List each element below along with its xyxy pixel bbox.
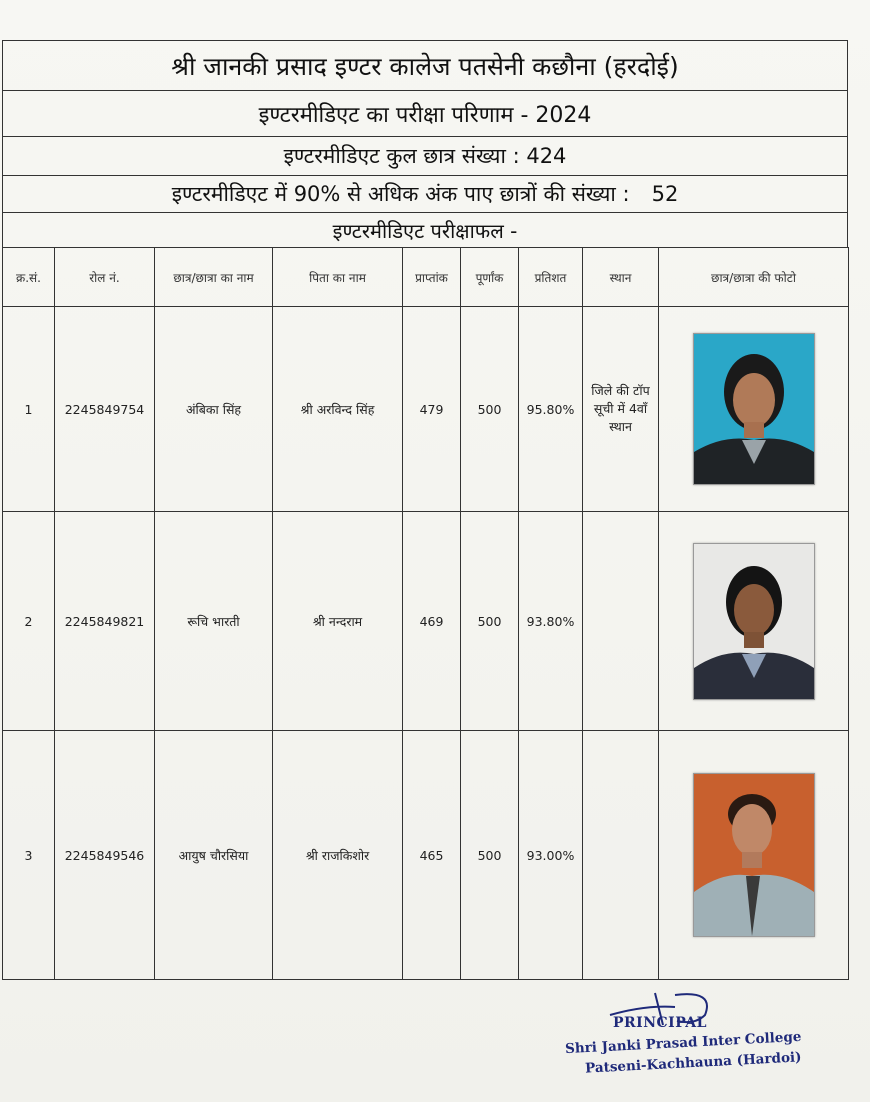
cell-father: श्री नन्दराम xyxy=(273,512,403,731)
total-students xyxy=(2,136,848,175)
col-header-percent: प्रतिशत xyxy=(519,248,583,307)
college-name xyxy=(2,40,848,90)
col-header-father: पिता का नाम xyxy=(273,248,403,307)
above-90-value: 52 xyxy=(651,182,679,206)
table-row xyxy=(3,731,849,980)
cell-sno: 3 xyxy=(3,731,55,980)
cell-father: श्री राजकिशोर xyxy=(273,731,403,980)
cell-rank: जिले की टॉप सूची में 4वाँ स्थान xyxy=(583,307,659,512)
table-header-row xyxy=(3,248,849,307)
cell-max: 500 xyxy=(461,307,519,512)
col-header-photo: छात्र/छात्रा की फोटो xyxy=(659,248,849,307)
cell-obtained: 479 xyxy=(403,307,461,512)
principal-signature-block xyxy=(555,985,802,1085)
cell-sno: 2 xyxy=(3,512,55,731)
cell-rank xyxy=(583,731,659,980)
col-header-roll: रोल नं. xyxy=(55,248,155,307)
place-stamp-line: Patseni-Kachhauna (Hardoi) xyxy=(584,1049,802,1077)
cell-obtained: 469 xyxy=(403,512,461,731)
cell-photo xyxy=(659,307,849,512)
student-photo-image xyxy=(694,544,814,699)
school-stamp-line: Shri Janki Prasad Inter College xyxy=(564,1028,802,1058)
principal-title: PRINCIPAL xyxy=(613,1015,707,1031)
col-header-obtained: प्राप्तांक xyxy=(403,248,461,307)
above-90-count xyxy=(2,175,848,212)
cell-max: 500 xyxy=(461,731,519,980)
above-90-label: इण्टरमीडिएट में 90% से अधिक अंक पाए छात्रों की संख्या : xyxy=(171,182,630,206)
college-name-text: श्री जानकी प्रसाद इण्टर कालेज पतसेनी कछौना (हरदोई) xyxy=(171,51,679,81)
col-header-max: पूर्णांक xyxy=(461,248,519,307)
results-table xyxy=(2,247,849,980)
cell-roll: 2245849821 xyxy=(55,512,155,731)
table-row xyxy=(3,307,849,512)
col-header-rank: स्थान xyxy=(583,248,659,307)
cell-rank xyxy=(583,512,659,731)
total-students-text: इण्टरमीडिएट कुल छात्र संख्या : 424 xyxy=(283,144,567,168)
section-title-text: इण्टरमीडिएट परीक्षाफल - xyxy=(332,218,518,243)
cell-percent: 93.00% xyxy=(519,731,583,980)
cell-name: अंबिका सिंह xyxy=(155,307,273,512)
section-title xyxy=(2,212,848,247)
cell-obtained: 465 xyxy=(403,731,461,980)
cell-photo xyxy=(659,512,849,731)
student-photo xyxy=(693,543,815,700)
table-row xyxy=(3,512,849,731)
cell-name: आयुष चौरसिया xyxy=(155,731,273,980)
student-photo xyxy=(693,333,815,485)
cell-roll: 2245849754 xyxy=(55,307,155,512)
cell-percent: 93.80% xyxy=(519,512,583,731)
result-title xyxy=(2,90,848,136)
col-header-sno: क्र.सं. xyxy=(3,248,55,307)
cell-father: श्री अरविन्द सिंह xyxy=(273,307,403,512)
cell-roll: 2245849546 xyxy=(55,731,155,980)
cell-name: रूचि भारती xyxy=(155,512,273,731)
col-header-name: छात्र/छात्रा का नाम xyxy=(155,248,273,307)
result-title-text: इण्टरमीडिएट का परीक्षा परिणाम - 2024 xyxy=(258,102,592,128)
cell-max: 500 xyxy=(461,512,519,731)
student-photo xyxy=(693,773,815,937)
cell-percent: 95.80% xyxy=(519,307,583,512)
cell-photo xyxy=(659,731,849,980)
student-photo-image xyxy=(694,334,814,484)
student-photo-image xyxy=(694,774,814,936)
cell-sno: 1 xyxy=(3,307,55,512)
